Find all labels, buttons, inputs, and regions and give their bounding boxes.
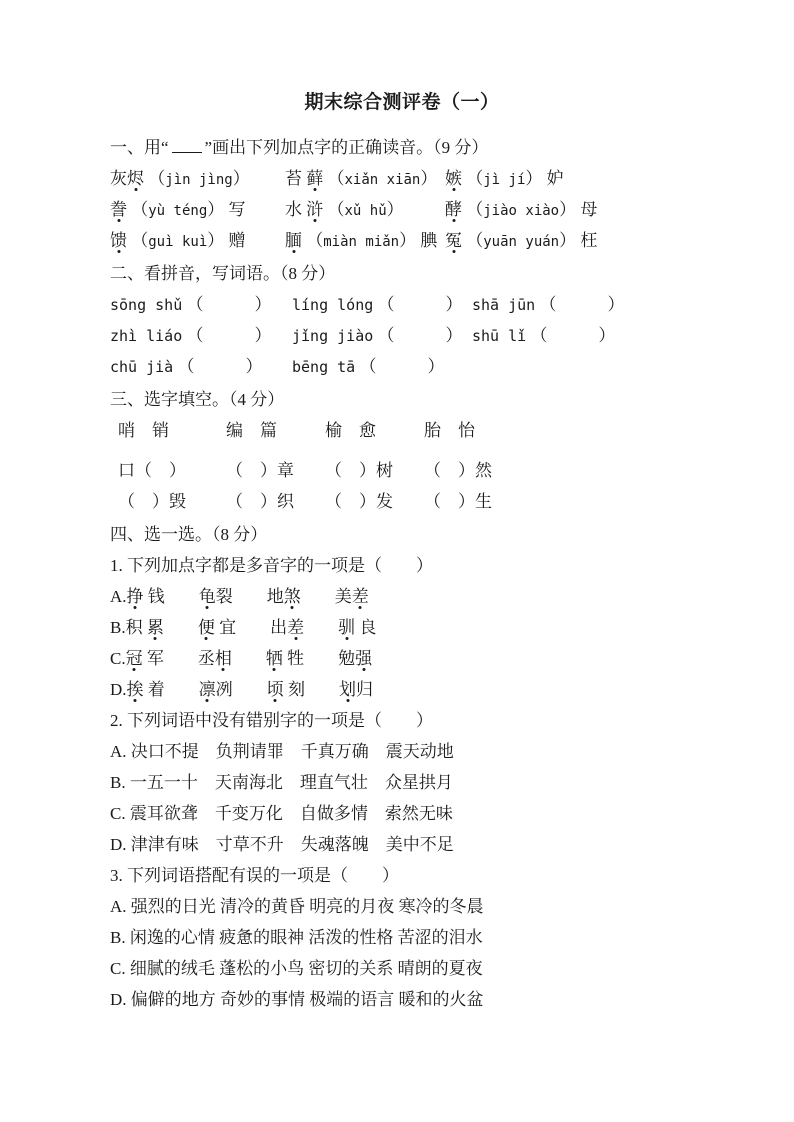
question-stem: 1. 下列加点字都是多音字的一项是（ ） xyxy=(110,556,433,575)
word-pronunciation-item: 馈 （guì kuì） 赠 xyxy=(110,231,246,250)
fill-blank-item: （ ）发 xyxy=(325,492,393,511)
fill-blank-item: （ ）章 xyxy=(226,461,294,480)
fill-blank-item: （ ）毁 xyxy=(118,492,186,511)
pinyin-text: jiào xiào xyxy=(483,203,560,219)
option-c: C. 震耳欲聋 千变万化 自做多情 索然无味 xyxy=(110,804,453,823)
char-bank-row xyxy=(110,415,694,446)
pinyin-text: xiǎn xiān xyxy=(344,172,421,188)
option-d: D. 偏僻的地方 奇妙的事情 极端的语言 暖和的火盆 xyxy=(110,990,484,1009)
pinyin-text: xǔ hǔ xyxy=(344,203,387,219)
question-3 xyxy=(110,860,694,1015)
emphasis-dotted-char: 藓 xyxy=(306,169,324,188)
pinyin-write-item: shā jūn （ ） xyxy=(472,295,625,314)
emphasis-dotted-char: 煞 xyxy=(283,587,301,606)
question-stem: 2. 下列词语中没有错别字的一项是（ ） xyxy=(110,711,433,730)
emphasis-dotted-char: 冤 xyxy=(445,231,462,250)
option-b: B. 闲逸的心情 疲惫的眼神 活泼的性格 苦涩的泪水 xyxy=(110,928,483,947)
pronunciation-row xyxy=(110,225,694,256)
section-4 xyxy=(110,519,694,1015)
emphasis-dotted-char: 差 xyxy=(287,618,305,637)
pinyin-text: jǐng jiào xyxy=(292,327,374,345)
pinyin-text: bēng tā xyxy=(292,358,356,376)
section-1-heading-post: ”画出下列加点字的正确读音。（9 分） xyxy=(204,138,489,157)
emphasis-dotted-char: 差 xyxy=(351,587,369,606)
emphasis-dotted-char: 便 xyxy=(197,618,215,637)
fill-blank-item: （ ）生 xyxy=(424,492,492,511)
section-3-heading: 三、选字填空。（4 分） xyxy=(110,390,285,409)
option-a: A.挣 钱 龟裂 地煞 美差 xyxy=(110,587,369,606)
emphasis-dotted-char: 挨 xyxy=(126,680,144,699)
section-4-heading: 四、选一选。（8 分） xyxy=(110,525,268,544)
pinyin-text: yù téng xyxy=(148,203,208,219)
word-pronunciation-item: 水 浒 （xǔ hǔ） xyxy=(285,200,404,219)
emphasis-dotted-char: 誊 xyxy=(110,200,127,219)
pinyin-text: chū jià xyxy=(110,358,174,376)
option-b: B.积 累 便 宜 出差 驯 良 xyxy=(110,618,377,637)
fill-blank-item: （ ）然 xyxy=(424,461,492,480)
pinyin-write-row xyxy=(110,320,694,351)
section-1 xyxy=(110,132,694,256)
emphasis-dotted-char: 顷 xyxy=(266,680,284,699)
pinyin-text: zhì liáo xyxy=(110,327,183,345)
pinyin-text: shū lǐ xyxy=(472,327,527,345)
pinyin-text: jì jí xyxy=(483,172,526,188)
emphasis-dotted-char: 划 xyxy=(339,680,357,699)
section-2-heading: 二、看拼音，写词语。（8 分） xyxy=(110,264,336,283)
option-d: D. 津津有味 寸草不升 失魂落魄 美中不足 xyxy=(110,835,454,854)
emphasis-dotted-char: 挣 xyxy=(126,587,144,606)
char-choice-pair: 哨 销 xyxy=(118,421,169,440)
section-1-heading xyxy=(110,132,694,163)
fill-blank-row xyxy=(110,486,694,517)
emphasis-dotted-char: 浒 xyxy=(306,200,324,219)
fill-blank-item: （ ）织 xyxy=(226,492,294,511)
fill-blank-row xyxy=(110,455,694,486)
emphasis-dotted-char: 烬 xyxy=(127,169,144,188)
emphasis-dotted-char: 强 xyxy=(355,649,373,668)
pinyin-write-item: líng lóng （ ） xyxy=(292,295,463,314)
pinyin-write-item: chū jià （ ） xyxy=(110,357,263,376)
pinyin-text: shā jūn xyxy=(472,296,536,314)
question-stem: 3. 下列词语搭配有误的一项是（ ） xyxy=(110,866,399,885)
option-a: A. 决口不提 负荆请罪 千真万确 震天动地 xyxy=(110,742,454,761)
pinyin-text: sōng shǔ xyxy=(110,296,183,314)
fill-blank-item: （ ）树 xyxy=(325,461,393,480)
emphasis-dotted-char: 冠 xyxy=(125,649,143,668)
answer-blank-line xyxy=(172,138,202,153)
word-pronunciation-item: 腼 （miàn miǎn） 腆 xyxy=(285,231,438,250)
pinyin-text: miàn miǎn xyxy=(323,234,400,250)
pinyin-write-item: shū lǐ （ ） xyxy=(472,326,616,345)
pinyin-write-item: bēng tā （ ） xyxy=(292,357,445,376)
section-1-heading-pre: 一、用“ xyxy=(110,138,169,157)
pinyin-text: líng lóng xyxy=(292,296,374,314)
pinyin-text: yuān yuán xyxy=(483,234,560,250)
emphasis-dotted-char: 牺 xyxy=(265,649,283,668)
question-1 xyxy=(110,550,694,705)
emphasis-dotted-char: 驯 xyxy=(338,618,356,637)
emphasis-dotted-char: 累 xyxy=(146,618,164,637)
char-choice-pair: 编 篇 xyxy=(226,421,277,440)
emphasis-dotted-char: 龟 xyxy=(198,587,216,606)
fill-blank-item: 口（ ） xyxy=(118,461,186,480)
question-2 xyxy=(110,705,694,860)
section-3 xyxy=(110,384,694,517)
word-pronunciation-item: 酵 （jiào xiào） 母 xyxy=(445,200,598,219)
option-b: B. 一五一十 天南海北 理直气壮 众星拱月 xyxy=(110,773,453,792)
pinyin-write-item: sōng shǔ （ ） xyxy=(110,295,272,314)
word-pronunciation-item: 誊 （yù téng） 写 xyxy=(110,200,246,219)
emphasis-dotted-char: 凛 xyxy=(198,680,216,699)
pinyin-write-row xyxy=(110,289,694,320)
char-choice-pair: 榆 愈 xyxy=(325,421,376,440)
pinyin-text: guì kuì xyxy=(148,234,208,250)
emphasis-dotted-char: 酵 xyxy=(445,200,462,219)
pinyin-write-row xyxy=(110,351,694,382)
option-a: A. 强烈的日光 清冷的黄昏 明亮的月夜 寒冷的冬晨 xyxy=(110,897,484,916)
pinyin-text: jìn jìng xyxy=(165,172,233,188)
option-c: C.冠 军 丞相 牺 牲 勉强 xyxy=(110,649,373,668)
word-pronunciation-item: 冤 （yuān yuán） 枉 xyxy=(445,231,598,250)
emphasis-dotted-char: 馈 xyxy=(110,231,127,250)
pronunciation-row xyxy=(110,163,694,194)
word-pronunciation-item: 灰烬 （jìn jìng） xyxy=(110,169,250,188)
pinyin-write-item: zhì liáo （ ） xyxy=(110,326,272,345)
pinyin-write-item: jǐng jiào （ ） xyxy=(292,326,463,345)
pronunciation-row xyxy=(110,194,694,225)
word-pronunciation-item: 苔 藓 （xiǎn xiān） xyxy=(285,169,438,188)
emphasis-dotted-char: 嫉 xyxy=(445,169,462,188)
section-2 xyxy=(110,258,694,382)
char-choice-pair: 胎 怡 xyxy=(424,421,475,440)
word-pronunciation-item: 嫉 （jì jí） 妒 xyxy=(445,169,564,188)
option-c: C. 细腻的绒毛 蓬松的小鸟 密切的关系 晴朗的夏夜 xyxy=(110,959,483,978)
emphasis-dotted-char: 腼 xyxy=(285,231,302,250)
exam-title: 期末综合测评卷（一） xyxy=(304,92,500,113)
emphasis-dotted-char: 相 xyxy=(214,649,232,668)
option-d: D.挨 着 凛冽 顷 刻 划归 xyxy=(110,680,374,699)
